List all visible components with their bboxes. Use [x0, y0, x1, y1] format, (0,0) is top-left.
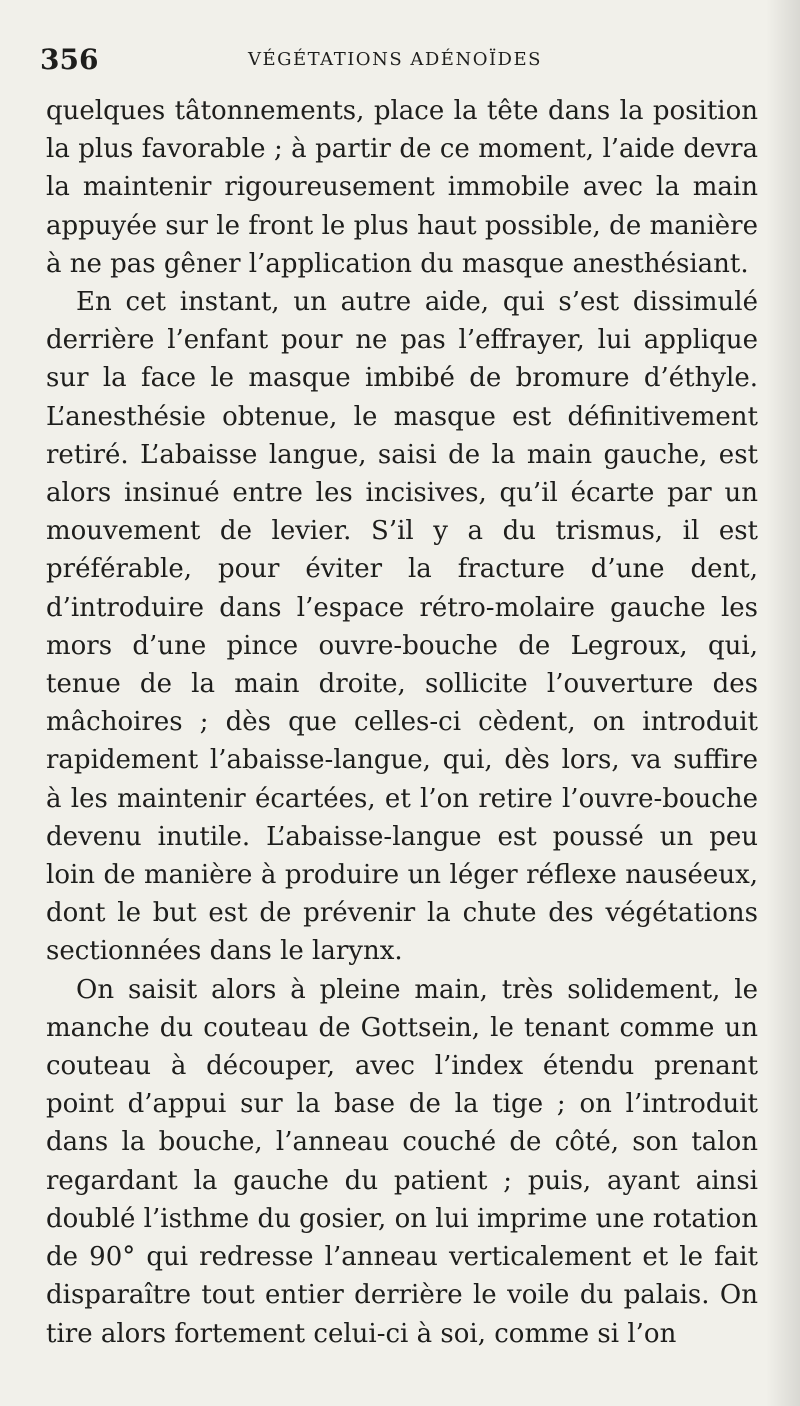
running-header: [40, 40, 758, 80]
paragraph-anesthesia: En cet instant, un autre aide, qui s’est dissimulé derrière l’enfant pour ne pas l’effrayer, lui applique sur la face le masque imbibé de bromure d’éthyle. L’anesthésie obtenue, le masque est définitivement retiré. L’abaisse langue, saisi de la main gauche, est alors insinué entre les incisives, qu’il écarte par un mouvement de levier. S’il y a du trismus, il est préférable, pour éviter la fracture d’une dent, d’introduire dans l’espace rétro-molaire gauche les mors d’une pince ouvre-bouche de Legroux, qui, tenue de la main droite, sollicite l’ouverture des mâchoires ; dès que celles-ci cèdent, on introduit rapidement l’abaisse-langue, qui, dès lors, va suffire à les maintenir écartées, et l’on retire l’ouvre-bouche devenu inutile. L’abaisse-langue est poussé un peu loin de manière à produire un léger réflexe nauséeux, dont le but est de prévenir la chute des végétations sectionnées dans le larynx.: [46, 287, 758, 967]
running-title: VÉGÉTATIONS ADÉNOÏDES: [248, 49, 542, 70]
paragraph-gottsein-knife: On saisit alors à pleine main, très solidement, le manche du couteau de Gottsein, le tenant comme un couteau à découper, avec l’index étendu prenant point d’appui sur la base de la tige ; on l’introduit dans la bouche, l’anneau couché de côté, son talon regardant la gauche du patient ; puis, ayant ainsi doublé l’isthme du gosier, on lui imprime une rotation de 90° qui redresse l’anneau verticalement et le fait disparaître tout entier derrière le voile du palais. On tire alors fortement celui-ci à soi, comme si l’on: [46, 974, 758, 1349]
paragraph-continuation: quelques tâtonnements, place la tête dans la position la plus favorable ; à partir de ce moment, l’aide devra la maintenir rigoureusement immobile avec la main appuyée sur le front le plus haut possible, de manière à ne pas gêner l’application du masque anesthésiant.: [46, 96, 758, 279]
body-text: [46, 92, 758, 1353]
page-number: 356: [40, 43, 99, 76]
